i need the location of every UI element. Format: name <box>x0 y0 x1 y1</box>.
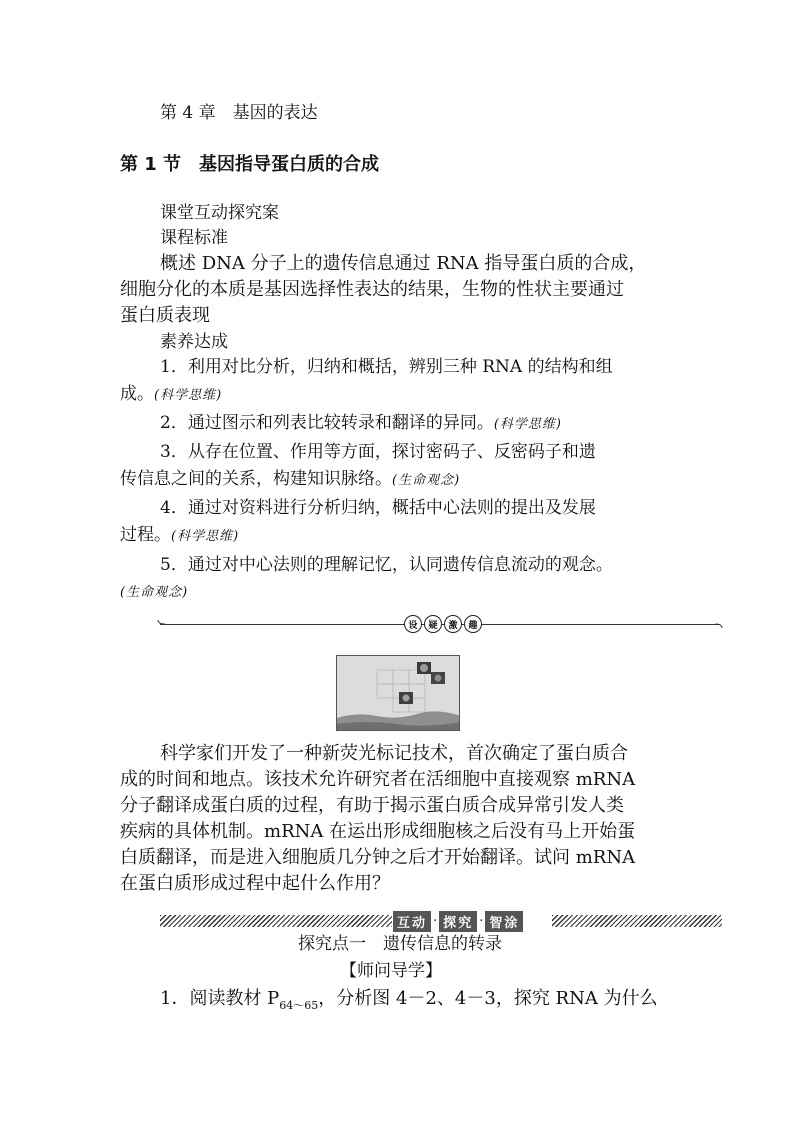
banner-hatch-left <box>160 915 392 927</box>
literacy-title: 素养达成 <box>160 332 228 352</box>
standard-line-1: 概述 DNA 分子上的遗传信息通过 RNA 指导蛋白质的合成， <box>160 253 647 274</box>
story-line-5: 白质翻译，而是进入细胞质几分钟之后才开始翻译。试问 mRNA <box>120 847 636 868</box>
literacy-item-1-line1: 1．利用对比分析，归纳和概括，辨别三种 RNA 的结构和组 <box>160 357 613 377</box>
story-line-3: 分子翻译成蛋白质的过程，有助于揭示蛋白质合成异常引发人类 <box>120 795 624 816</box>
question-1-sub: 64～65 <box>279 999 319 1012</box>
literacy-item-4-text: 过程。 <box>120 525 171 545</box>
banner-hatch-right <box>552 915 722 927</box>
banner-word-1: 互动 <box>393 911 431 932</box>
question-1-post: ，分析图 4－2、4－3，探究 RNA 为什么 <box>318 988 658 1009</box>
section-title: 第 1 节 基因指导蛋白质的合成 <box>120 154 380 175</box>
literacy-item-4-line1: 4．通过对资料进行分析归纳，概括中心法则的提出及发展 <box>160 498 596 518</box>
literacy-item-3-tag: (生命观念) <box>392 473 461 488</box>
literacy-item-4-line2 <box>120 525 239 547</box>
section-divider <box>160 615 720 633</box>
literacy-item-1-text: 成。 <box>120 384 154 404</box>
divider-left-curl-icon <box>156 619 166 629</box>
divider-badge-3: 激 <box>444 615 462 633</box>
divider-badge-4: 趣 <box>464 615 482 633</box>
literacy-item-2-tag: (科学思维) <box>493 417 562 432</box>
literacy-item-4-tag: (科学思维) <box>171 529 240 544</box>
question-1-pre: 1．阅读教材 P <box>160 988 280 1009</box>
fluorescence-photo <box>336 655 460 731</box>
standard-line-3: 蛋白质表现 <box>120 305 210 326</box>
story-line-4: 疾病的具体机制。mRNA 在运出形成细胞核之后没有马上开始蛋 <box>120 821 636 842</box>
banner-word-2: 探究 <box>439 911 477 932</box>
explore-point-title: 探究点一 遗传信息的转录 <box>298 934 502 954</box>
literacy-item-5-line1: 5．通过对中心法则的理解记忆，认同遗传信息流动的观念。 <box>160 555 613 575</box>
case-title: 课堂互动探究案 <box>160 203 279 223</box>
literacy-item-3-line1: 3．从存在位置、作用等方面，探讨密码子、反密码子和遗 <box>160 442 596 462</box>
story-line-1: 科学家们开发了一种新荧光标记技术，首次确定了蛋白质合 <box>160 743 628 764</box>
literacy-item-3-line2 <box>120 469 460 491</box>
story-line-6: 在蛋白质形成过程中起什么作用？ <box>120 873 390 894</box>
literacy-item-2 <box>160 413 562 435</box>
chapter-heading: 第 4 章 基因的表达 <box>160 103 318 123</box>
banner-sep-1: · <box>433 913 438 929</box>
literacy-item-2-text: 2．通过图示和列表比较转录和翻译的异同。 <box>160 413 494 433</box>
divider-right-curl-icon <box>714 619 724 629</box>
literacy-item-5-line2 <box>120 581 188 603</box>
divider-badges <box>404 615 482 633</box>
story-line-2: 成的时间和地点。该技术允许研究者在活细胞中直接观察 mRNA <box>120 769 636 790</box>
banner-sep-2: · <box>479 913 484 929</box>
photo-illustration <box>337 656 460 731</box>
banner-word-3: 智涂 <box>485 911 523 932</box>
standard-title: 课程标准 <box>160 228 228 248</box>
literacy-item-5-tag: (生命观念) <box>120 585 189 600</box>
standard-line-2: 细胞分化的本质是基因选择性表达的结果，生物的性状主要通过 <box>120 279 624 300</box>
divider-badge-2: 疑 <box>424 615 442 633</box>
literacy-item-3-text: 传信息之间的关系，构建知识脉络。 <box>120 469 392 489</box>
literacy-item-1-tag: (科学思维) <box>154 388 223 403</box>
question-1 <box>160 986 658 1014</box>
guide-title: 【师问导学】 <box>340 961 442 981</box>
literacy-item-1-line2 <box>120 384 222 406</box>
interactive-banner <box>393 911 523 931</box>
divider-badge-1: 设 <box>404 615 422 633</box>
